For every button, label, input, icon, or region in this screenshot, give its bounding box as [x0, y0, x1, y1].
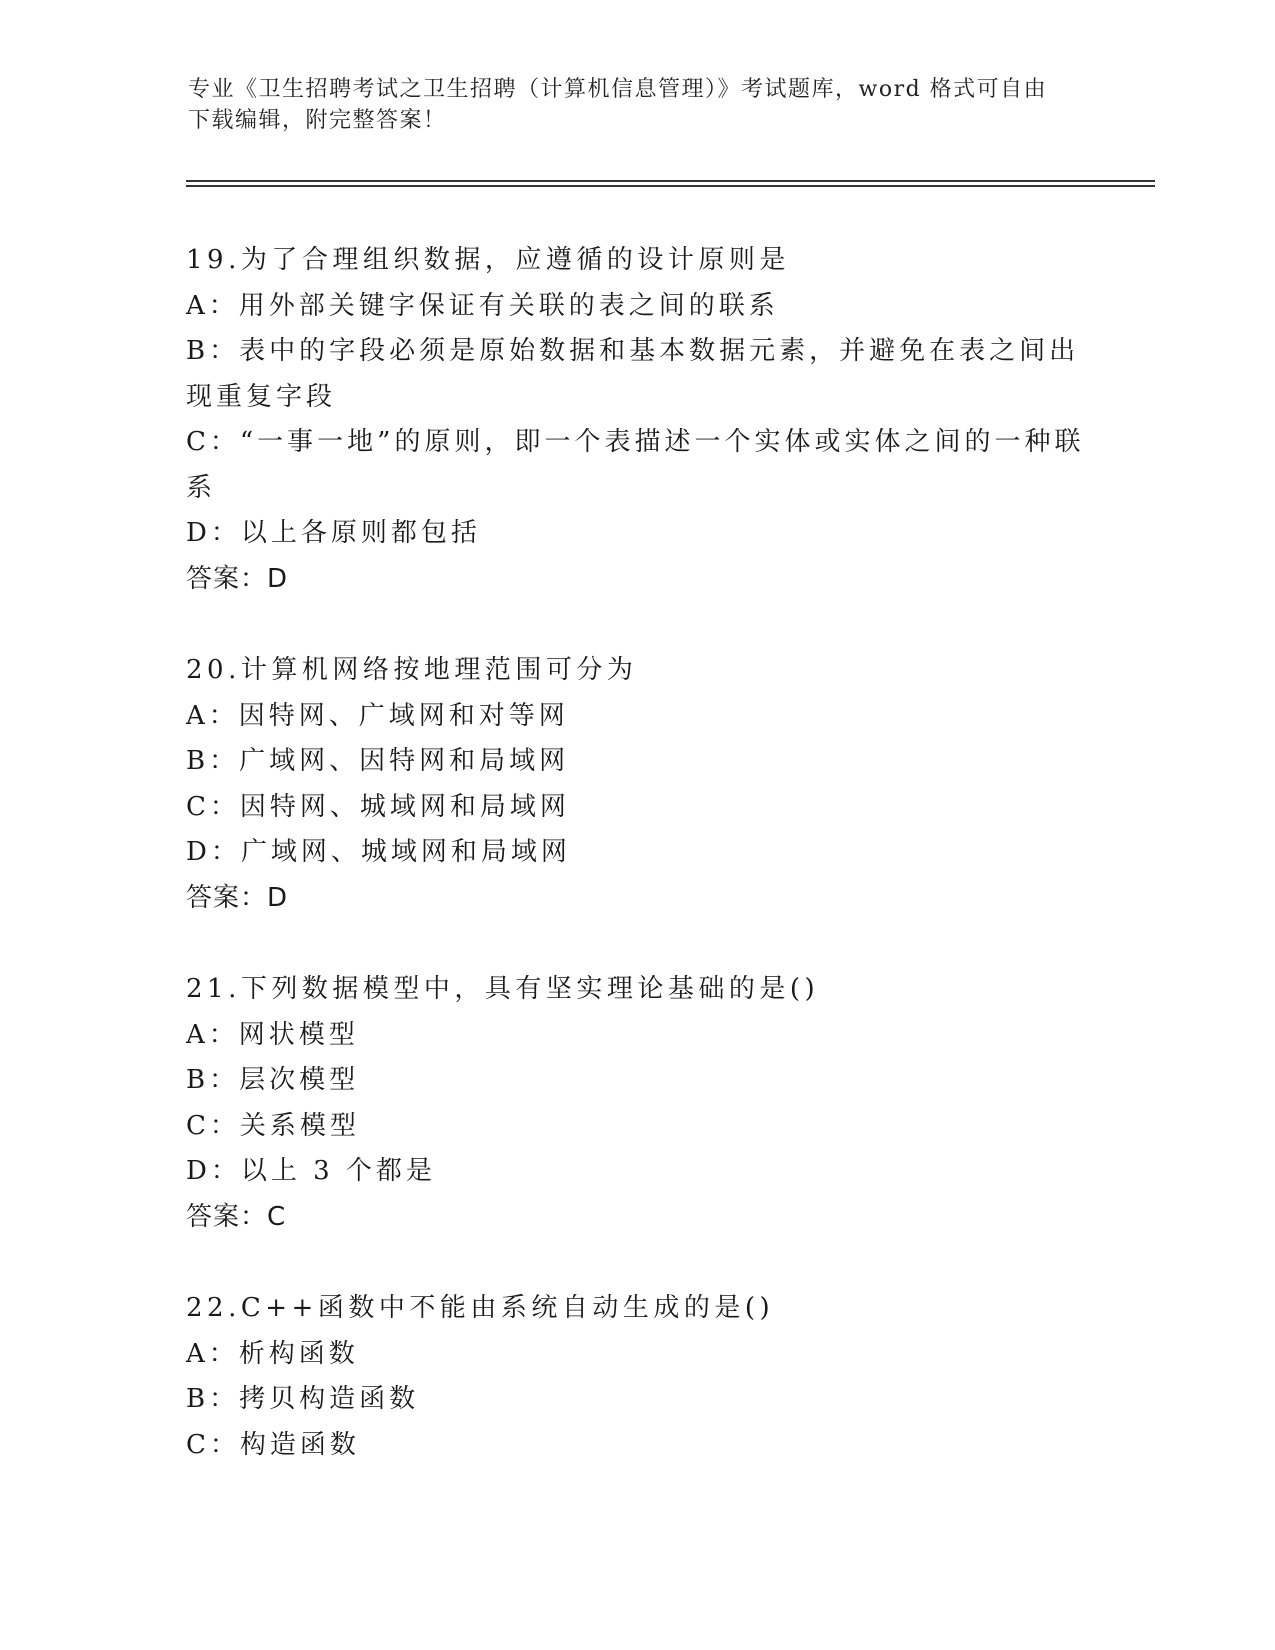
answer: 答案：D [186, 563, 289, 594]
option-a: A：网状模型 [186, 1019, 359, 1050]
option-c: C：“一事一地”的原则，即一个表描述一个实体或实体之间的一种联系 [186, 427, 1085, 503]
option-d: D：以上 3 个都是 [186, 1156, 436, 1186]
option-b: B：拷贝构造函数 [186, 1384, 420, 1414]
option-a: A：用外部关键字保证有关联的表之间的联系 [186, 290, 779, 321]
option-b: B：表中的字段必须是原始数据和基本数据元素，并避免在表之间出现重复字段 [186, 336, 1080, 412]
question-list [186, 238, 1086, 1468]
question-spacer [186, 1240, 1086, 1286]
header-divider-bottom [186, 185, 1155, 187]
document-header: 专业《卫生招聘考试之卫生招聘（计算机信息管理）》考试题库，word 格式可自由下载编辑，附完整答案！ [188, 77, 1048, 133]
option-c: C：因特网、城域网和局域网 [186, 791, 570, 822]
question-stem: 19.为了合理组织数据，应遵循的设计原则是 [186, 245, 790, 275]
question-spacer [186, 921, 1086, 967]
question-21 [186, 967, 1086, 1240]
question-spacer [186, 602, 1086, 648]
answer: 答案：D [186, 882, 289, 913]
option-c: C：关系模型 [186, 1110, 360, 1141]
question-22 [186, 1286, 1086, 1468]
option-c: C：构造函数 [186, 1429, 360, 1460]
question-stem: 20.计算机网络按地理范围可分为 [186, 655, 638, 685]
header-divider-top [186, 180, 1155, 182]
answer: 答案：C [186, 1201, 287, 1232]
question-stem: 22.C++函数中不能由系统自动生成的是() [186, 1293, 775, 1323]
option-a: A：因特网、广域网和对等网 [186, 700, 569, 731]
option-d: D：广域网、城域网和局域网 [186, 837, 571, 867]
option-b: B：广域网、因特网和局域网 [186, 746, 570, 776]
option-b: B：层次模型 [186, 1065, 360, 1095]
question-20 [186, 648, 1086, 921]
option-d: D：以上各原则都包括 [186, 518, 481, 548]
question-stem: 21.下列数据模型中，具有坚实理论基础的是() [186, 974, 820, 1004]
option-a: A：析构函数 [186, 1338, 359, 1369]
question-19 [186, 238, 1086, 602]
